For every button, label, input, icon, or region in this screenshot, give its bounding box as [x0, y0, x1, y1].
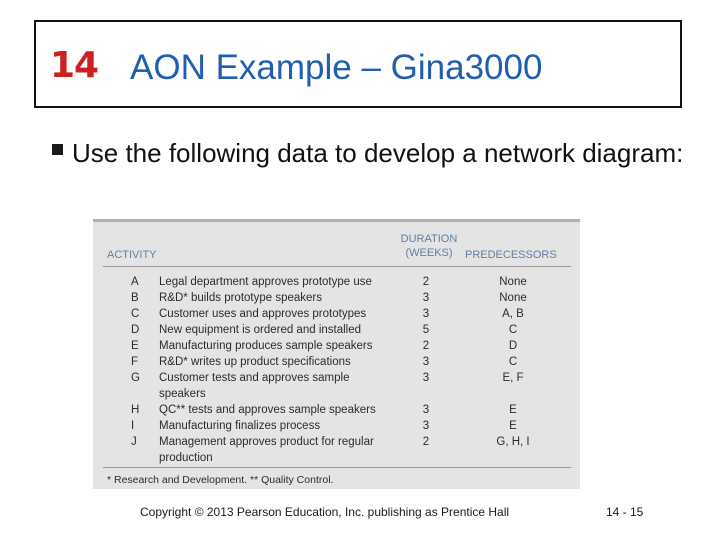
cell-predecessors: A, B	[502, 308, 524, 320]
cell-activity: D	[131, 324, 140, 336]
cell-predecessors: E	[509, 404, 517, 416]
cell-description: Management approves product for regular production	[159, 436, 374, 464]
table-rule-bottom	[103, 467, 571, 468]
bullet-text: Use the following data to develop a network diagram:	[72, 138, 684, 168]
cell-description: Legal department approves prototype use	[159, 276, 372, 288]
cell-predecessors: C	[508, 356, 518, 368]
cell-description: Customer tests and approves sample speakers	[159, 372, 350, 400]
bullet-point	[52, 136, 692, 170]
cell-duration: 2	[422, 340, 430, 352]
cell-duration: 3	[422, 308, 430, 320]
cell-activity: A	[131, 276, 139, 288]
cell-predecessors: D	[508, 340, 518, 352]
cell-predecessors: C	[508, 324, 518, 336]
cell-description: New equipment is ordered and installed	[159, 324, 362, 336]
activity-table	[93, 219, 580, 489]
table-footnote: * Research and Development. ** Quality Control.	[107, 474, 334, 486]
cell-activity: F	[131, 356, 139, 368]
cell-duration: 2	[422, 436, 430, 448]
cell-duration: 3	[422, 292, 430, 304]
cell-description: R&D* builds prototype speakers	[159, 292, 322, 304]
cell-duration: 5	[422, 324, 430, 336]
cell-activity: G	[131, 372, 140, 384]
cell-activity: J	[131, 436, 137, 448]
cell-duration: 3	[422, 356, 430, 368]
bullet-square-icon	[52, 144, 63, 155]
cell-description: Customer uses and approves prototypes	[159, 308, 367, 320]
copyright-notice: Copyright © 2013 Pearson Education, Inc. publishing as Prentice Hall	[140, 505, 510, 519]
chapter-number: 14	[50, 45, 99, 86]
slide-title: AON Example – Gina3000	[130, 48, 543, 87]
cell-predecessors: None	[499, 276, 527, 288]
cell-duration: 3	[422, 420, 430, 432]
cell-predecessors: G, H, I	[496, 436, 530, 448]
column-header-activity: ACTIVITY	[107, 249, 157, 261]
title-box	[34, 20, 682, 108]
cell-activity: I	[131, 420, 135, 432]
column-header-duration: DURATION (WEEKS)	[400, 233, 458, 259]
cell-predecessors: E, F	[502, 372, 524, 384]
cell-predecessors: E	[509, 420, 517, 432]
cell-description: R&D* writes up product specifications	[159, 356, 351, 368]
cell-activity: E	[131, 340, 139, 352]
cell-activity: H	[131, 404, 140, 416]
cell-activity: C	[131, 308, 140, 320]
cell-activity: B	[131, 292, 139, 304]
page-number: 14 - 15	[606, 505, 644, 519]
cell-duration: 3	[422, 404, 430, 416]
cell-duration: 2	[422, 276, 430, 288]
column-header-predecessors: PREDECESSORS	[465, 249, 557, 261]
table-rule-top	[103, 266, 571, 267]
cell-predecessors: None	[499, 292, 527, 304]
cell-description: Manufacturing produces sample speakers	[159, 340, 373, 352]
cell-description: QC** tests and approves sample speakers	[159, 404, 376, 416]
cell-description: Manufacturing finalizes process	[159, 420, 321, 432]
cell-duration: 3	[422, 372, 430, 384]
